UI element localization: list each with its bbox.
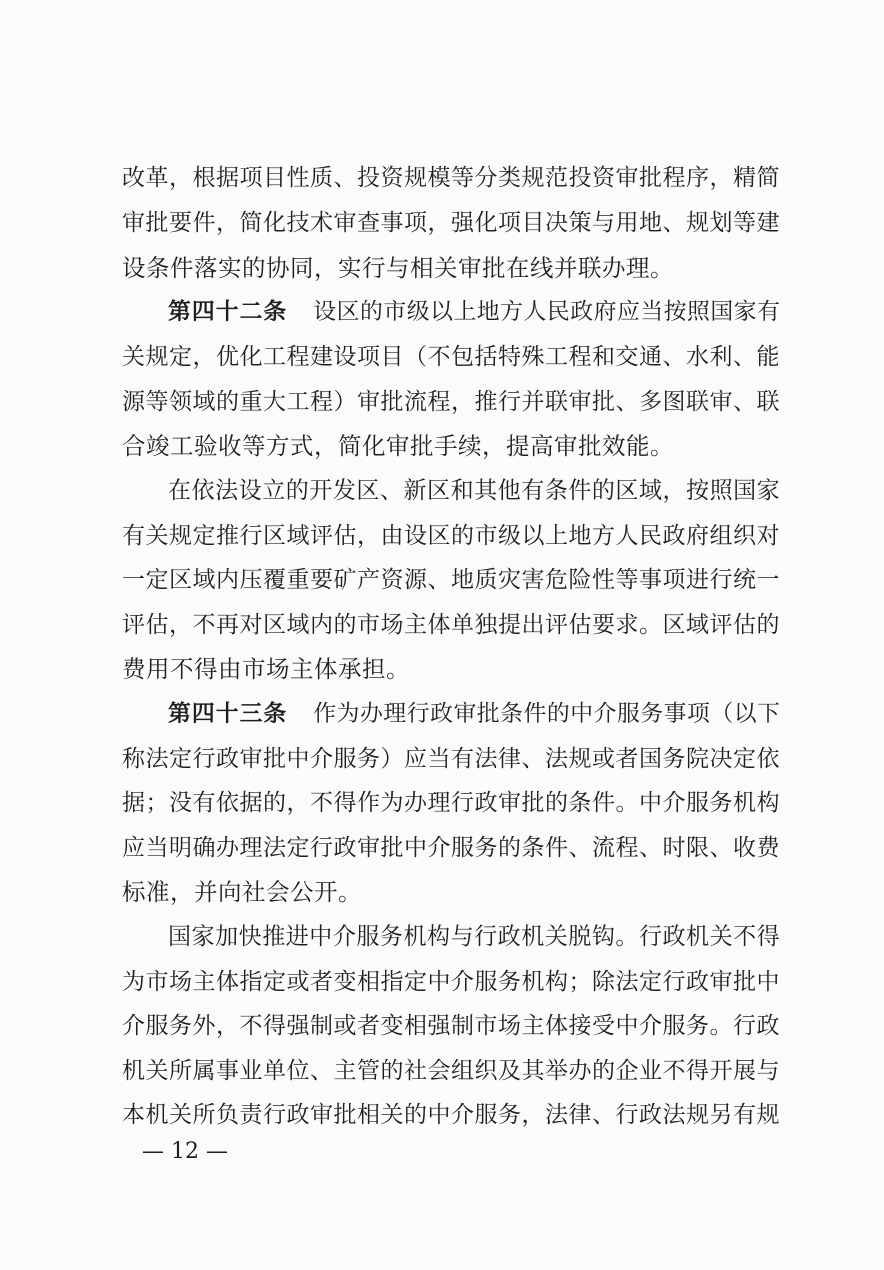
text-line: 国家加快推进中介服务机构与行政机关脱钩。行政机关不得 <box>168 924 781 950</box>
text-line: 评估，不再对区域内的市场主体单独提出评估要求。区域评估的 <box>122 612 780 638</box>
text-line: 设条件落实的协同，实行与相关审批在线并联办理。 <box>122 254 674 282</box>
article-first-line <box>168 699 780 729</box>
text-line: 作为办理行政审批条件的中介服务事项（以下 <box>313 701 781 727</box>
text-line: 费用不得由市场主体承担。 <box>122 655 410 683</box>
text-line: 本机关所负责行政审批相关的中介服务，法律、行政法规另有规 <box>122 1102 780 1128</box>
text-line: 据；没有依据的，不得作为办理行政审批的条件。中介服务机构 <box>122 790 780 816</box>
text-line: 称法定行政审批中介服务）应当有法律、法规或者国务院决定依 <box>122 746 780 772</box>
page-number: — 12 — <box>142 1139 228 1164</box>
text-line: 一定区域内压覆重要矿产资源、地质灾害危险性等事项进行统一 <box>122 567 780 593</box>
article-label: 第四十二条 <box>168 299 288 325</box>
text-line: 介服务外，不得强制或者变相强制市场主体接受中介服务。行政 <box>122 1013 780 1039</box>
text-line: 为市场主体指定或者变相指定中介服务机构；除法定行政审批中 <box>122 969 780 995</box>
article-label: 第四十三条 <box>168 701 288 727</box>
text-line: 改革，根据项目性质、投资规模等分类规范投资审批程序，精简 <box>122 165 780 191</box>
text-line: 源等领域的重大工程）审批流程，推行并联审批、多图联审、联 <box>122 389 780 415</box>
text-line: 有关规定推行区域评估，由设区的市级以上地方人民政府组织对 <box>122 523 780 549</box>
text-line: 设区的市级以上地方人民政府应当按照国家有 <box>313 299 781 325</box>
text-line: 应当明确办理法定行政审批中介服务的条件、流程、时限、收费 <box>122 835 780 861</box>
text-line: 机关所属事业单位、主管的社会组织及其举办的企业不得开展与 <box>122 1058 780 1084</box>
text-line: 在依法设立的开发区、新区和其他有条件的区域，按照国家 <box>168 478 781 504</box>
text-line: 关规定，优化工程建设项目（不包括特殊工程和交通、水利、能 <box>122 344 780 370</box>
article-first-line <box>168 297 780 327</box>
text-line: 标准，并向社会公开。 <box>122 878 362 906</box>
text-line: 审批要件，简化技术审查事项，强化项目决策与用地、规划等建 <box>122 210 780 236</box>
text-line: 合竣工验收等方式，简化审批手续，提高审批效能。 <box>122 432 674 460</box>
